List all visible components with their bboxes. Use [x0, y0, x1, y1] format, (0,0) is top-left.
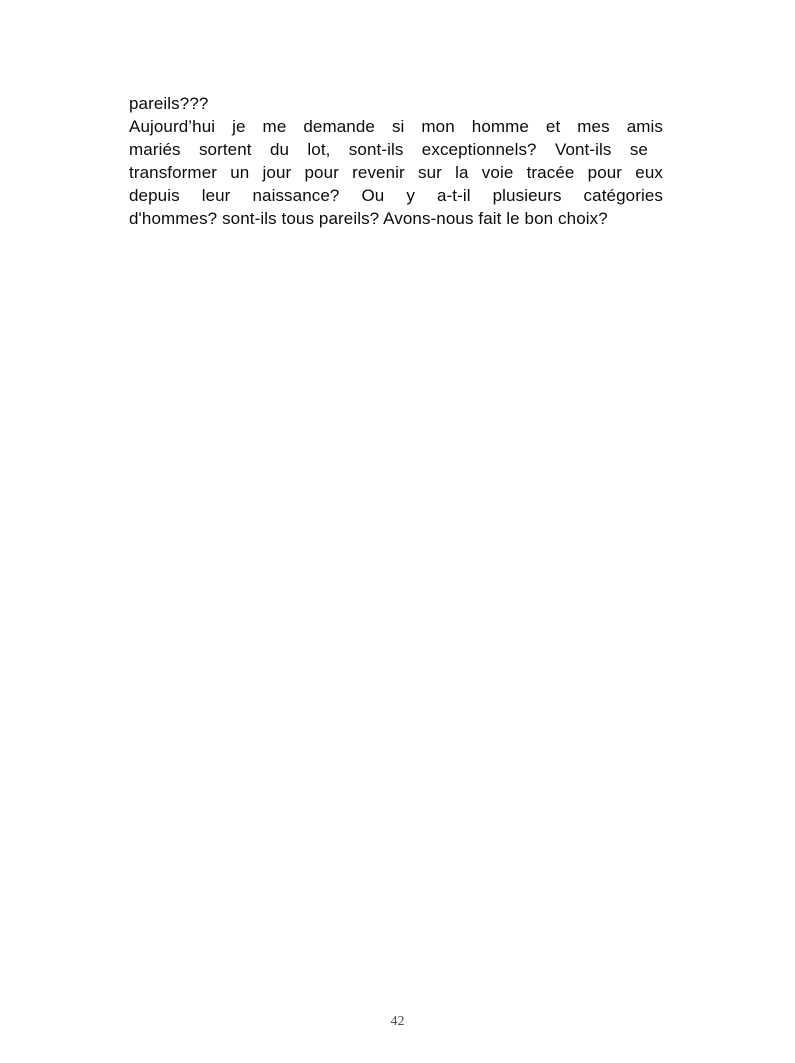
text-line: pareils???	[129, 94, 209, 113]
text-line: d'hommes? sont-ils tous pareils? Avons-nous fait le bon choix?	[129, 209, 608, 228]
page-text	[129, 92, 663, 230]
page-number: 42	[390, 1014, 405, 1029]
text-line: depuis leur naissance? Ou y a-t-il plusieurs catégories	[129, 186, 663, 205]
text-line: transformer un jour pour revenir sur la voie tracée pour eux	[129, 163, 663, 182]
text-line: mariés sortent du lot, sont-ils exceptionnels? Vont-ils se	[129, 140, 648, 159]
text-line: Aujourd’hui je me demande si mon homme et mes amis	[129, 117, 663, 136]
